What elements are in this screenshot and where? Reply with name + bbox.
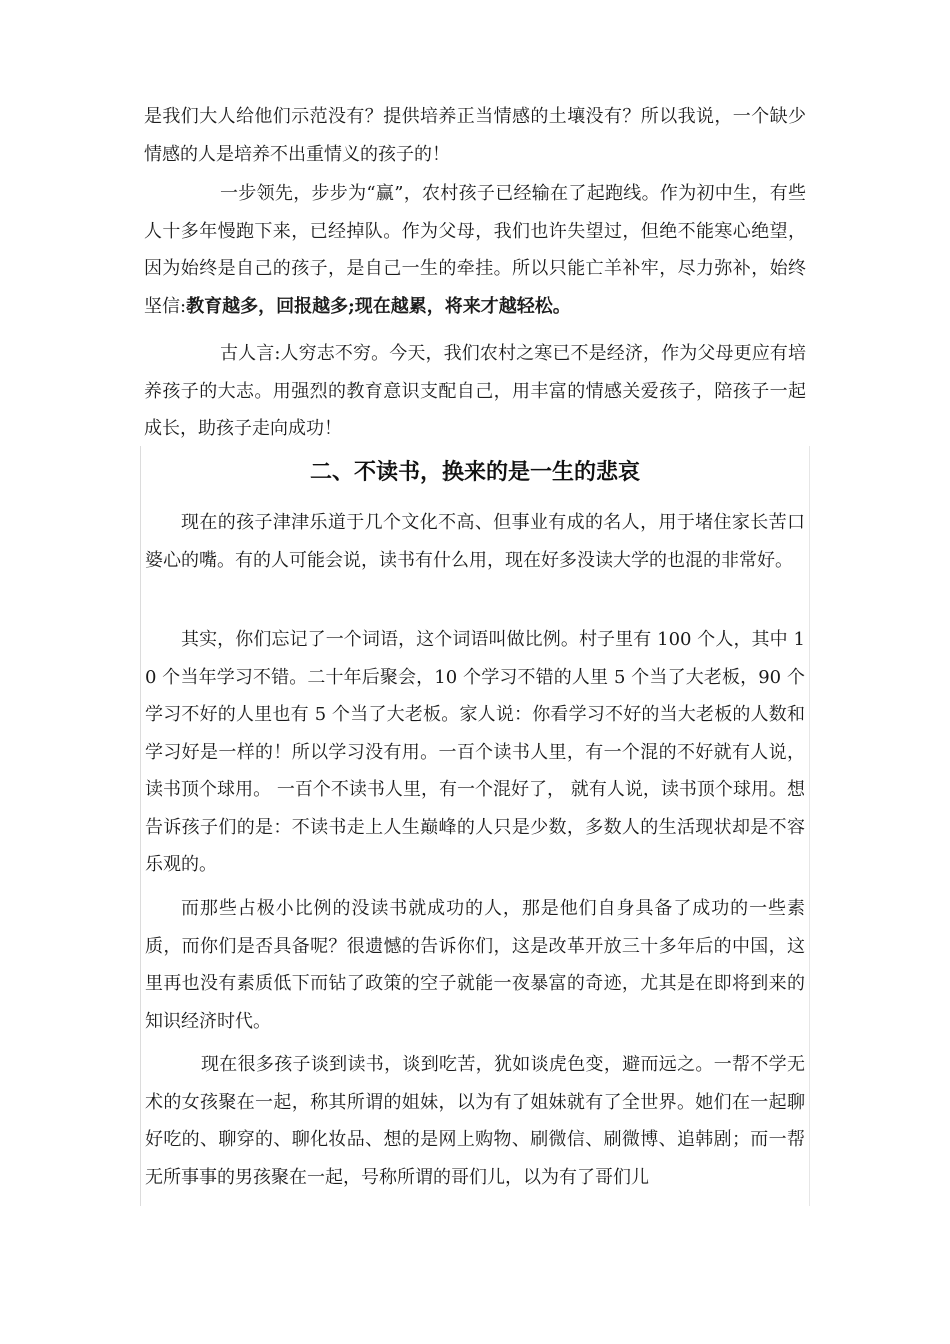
paragraph-famous-people: 现在的孩子津津乐道于几个文化不高、但事业有成的名人，用于堵住家长苦口婆心的嘴。有的人可能会说，读书有什么用，现在好多没读大学的也混的非常好。 <box>145 512 805 571</box>
section-two <box>140 446 810 1206</box>
paragraph-head-start-text: 一步领先，步步为“赢”，农村孩子已经输在了起跑线。作为初中生，有些人十多年慢跑下来，已经掉队。作为父母，我们也许失望过，但绝不能寒心绝望，因为始终是自己的孩子，是自己一生的牵挂。所以只能亡羊补牢，尽力弥补，始终坚信: <box>144 183 806 317</box>
paragraph-head-start <box>144 175 806 325</box>
section-heading: 二、不读书，换来的是一生的悲哀 <box>309 460 640 485</box>
paragraph-small-proportion: 而那些占极小比例的没读书就成功的人，那是他们自身具备了成功的一些素质，而你们是否具备呢？很遗憾的告诉你们，这是改革开放三十多年后的中国，这里再也没有素质低下而钻了政策的空子就能一夜暴富的奇迹，尤其是在即将到来的知识经济时代。 <box>145 898 805 1032</box>
paragraph-ancient-saying: 古人言:人穷志不穷。今天，我们农村之寒已不是经济，作为父母更应有培养孩子的大志。用强烈的教育意识支配自己，用丰富的情感关爱孩子，陪孩子一起成长，助孩子走向成功！ <box>144 343 806 439</box>
paragraph-head-start-emphasis: 教育越多，回报越多;现在越累，将来才越轻松。 <box>186 295 571 317</box>
paragraph-emotion-conclusion: 是我们大人给他们示范没有？提供培养正当情感的土壤没有？所以我说，一个缺少情感的人是培养不出重情义的孩子的！ <box>144 106 806 165</box>
paragraph-avoid-study: 现在很多孩子谈到读书，谈到吃苦，犹如谈虎色变，避而远之。一帮不学无术的女孩聚在一起，称其所谓的姐妹，以为有了姐妹就有了全世界。她们在一起聊好吃的、聊穿的、聊化妆品、想的是网上购物、刷微信、刷微博、追韩剧；而一帮无所事事的男孩聚在一起，号称所谓的哥们儿，以为有了哥们儿 <box>145 1054 805 1188</box>
paragraph-proportion: 其实，你们忘记了一个词语，这个词语叫做比例。村子里有 100 个人，其中 10 个当年学习不错。二十年后聚会，10 个学习不错的人里 5 个当了大老板，90 个学习不好的人里也有 5 个当了大老板。家人说：你看学习不好的当大老板的人数和学习好是一样的！所以学习没有用。一百个读书人里，有一个混的不好就有人说，读书顶个球用。 一百个不读书人里，有一个混好了， 就有人说，读书顶个球用。想告诉孩子们的是：不读书走上人生巅峰的人只是少数，多数人的生活现状却是不容乐观的。 <box>145 629 805 875</box>
